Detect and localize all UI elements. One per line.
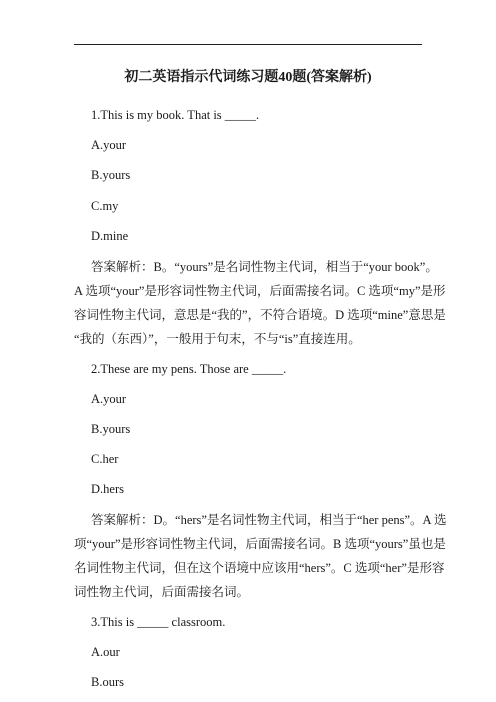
question-2-option-d: D.hers <box>91 482 124 496</box>
question-1-option-a: A.your <box>91 138 127 152</box>
question-2-answer-line-1: 答案解析：D。“hers”是名词性物主代词，相当于“her pens”。A 选 <box>91 513 447 527</box>
question-1-answer-line-2: A 选项“your”是形容词性物主代词，后面需接名词。C 选项“my”是形 <box>74 284 446 298</box>
question-2-option-b: B.yours <box>91 422 131 436</box>
question-1-stem: 1.This is my book. That is _____. <box>91 108 260 122</box>
question-3-stem: 3.This is _____ classroom. <box>91 615 226 629</box>
question-2-answer-line-3: 名词性物主代词，但在这个语境中应该用“hers”。C 选项“her”是形容 <box>74 561 445 575</box>
question-1-answer-line-3: 容词性物主代词，意思是“我的”，不符合语境。D 选项“mine”意思是 <box>74 308 446 322</box>
question-1-option-d: D.mine <box>91 229 129 243</box>
question-1-answer-line-1: 答案解析：B。“yours”是名词性物主代词，相当于“your book”。 <box>91 260 438 274</box>
question-3-option-b: B.ours <box>91 675 124 689</box>
question-2-option-a: A.your <box>91 392 127 406</box>
question-2-answer-line-4: 词性物主代词，后面需接名词。 <box>74 585 250 599</box>
question-1-answer-line-4: “我的（东西）”，一般用于句末，不与“is”直接连用。 <box>74 332 361 346</box>
question-2-answer-line-2: 项“your”是形容词性物主代词，后面需接名词。B 选项“yours”虽也是 <box>74 537 446 551</box>
question-1-option-c: C.my <box>91 199 119 213</box>
question-1-option-b: B.yours <box>91 168 131 182</box>
question-3-option-a: A.our <box>91 645 120 659</box>
question-2-option-c: C.her <box>91 452 119 466</box>
question-2-stem: 2.These are my pens. Those are _____. <box>91 362 287 376</box>
document-title: 初二英语指示代词练习题40题(答案解析) <box>124 70 372 85</box>
header-rule <box>74 44 422 45</box>
